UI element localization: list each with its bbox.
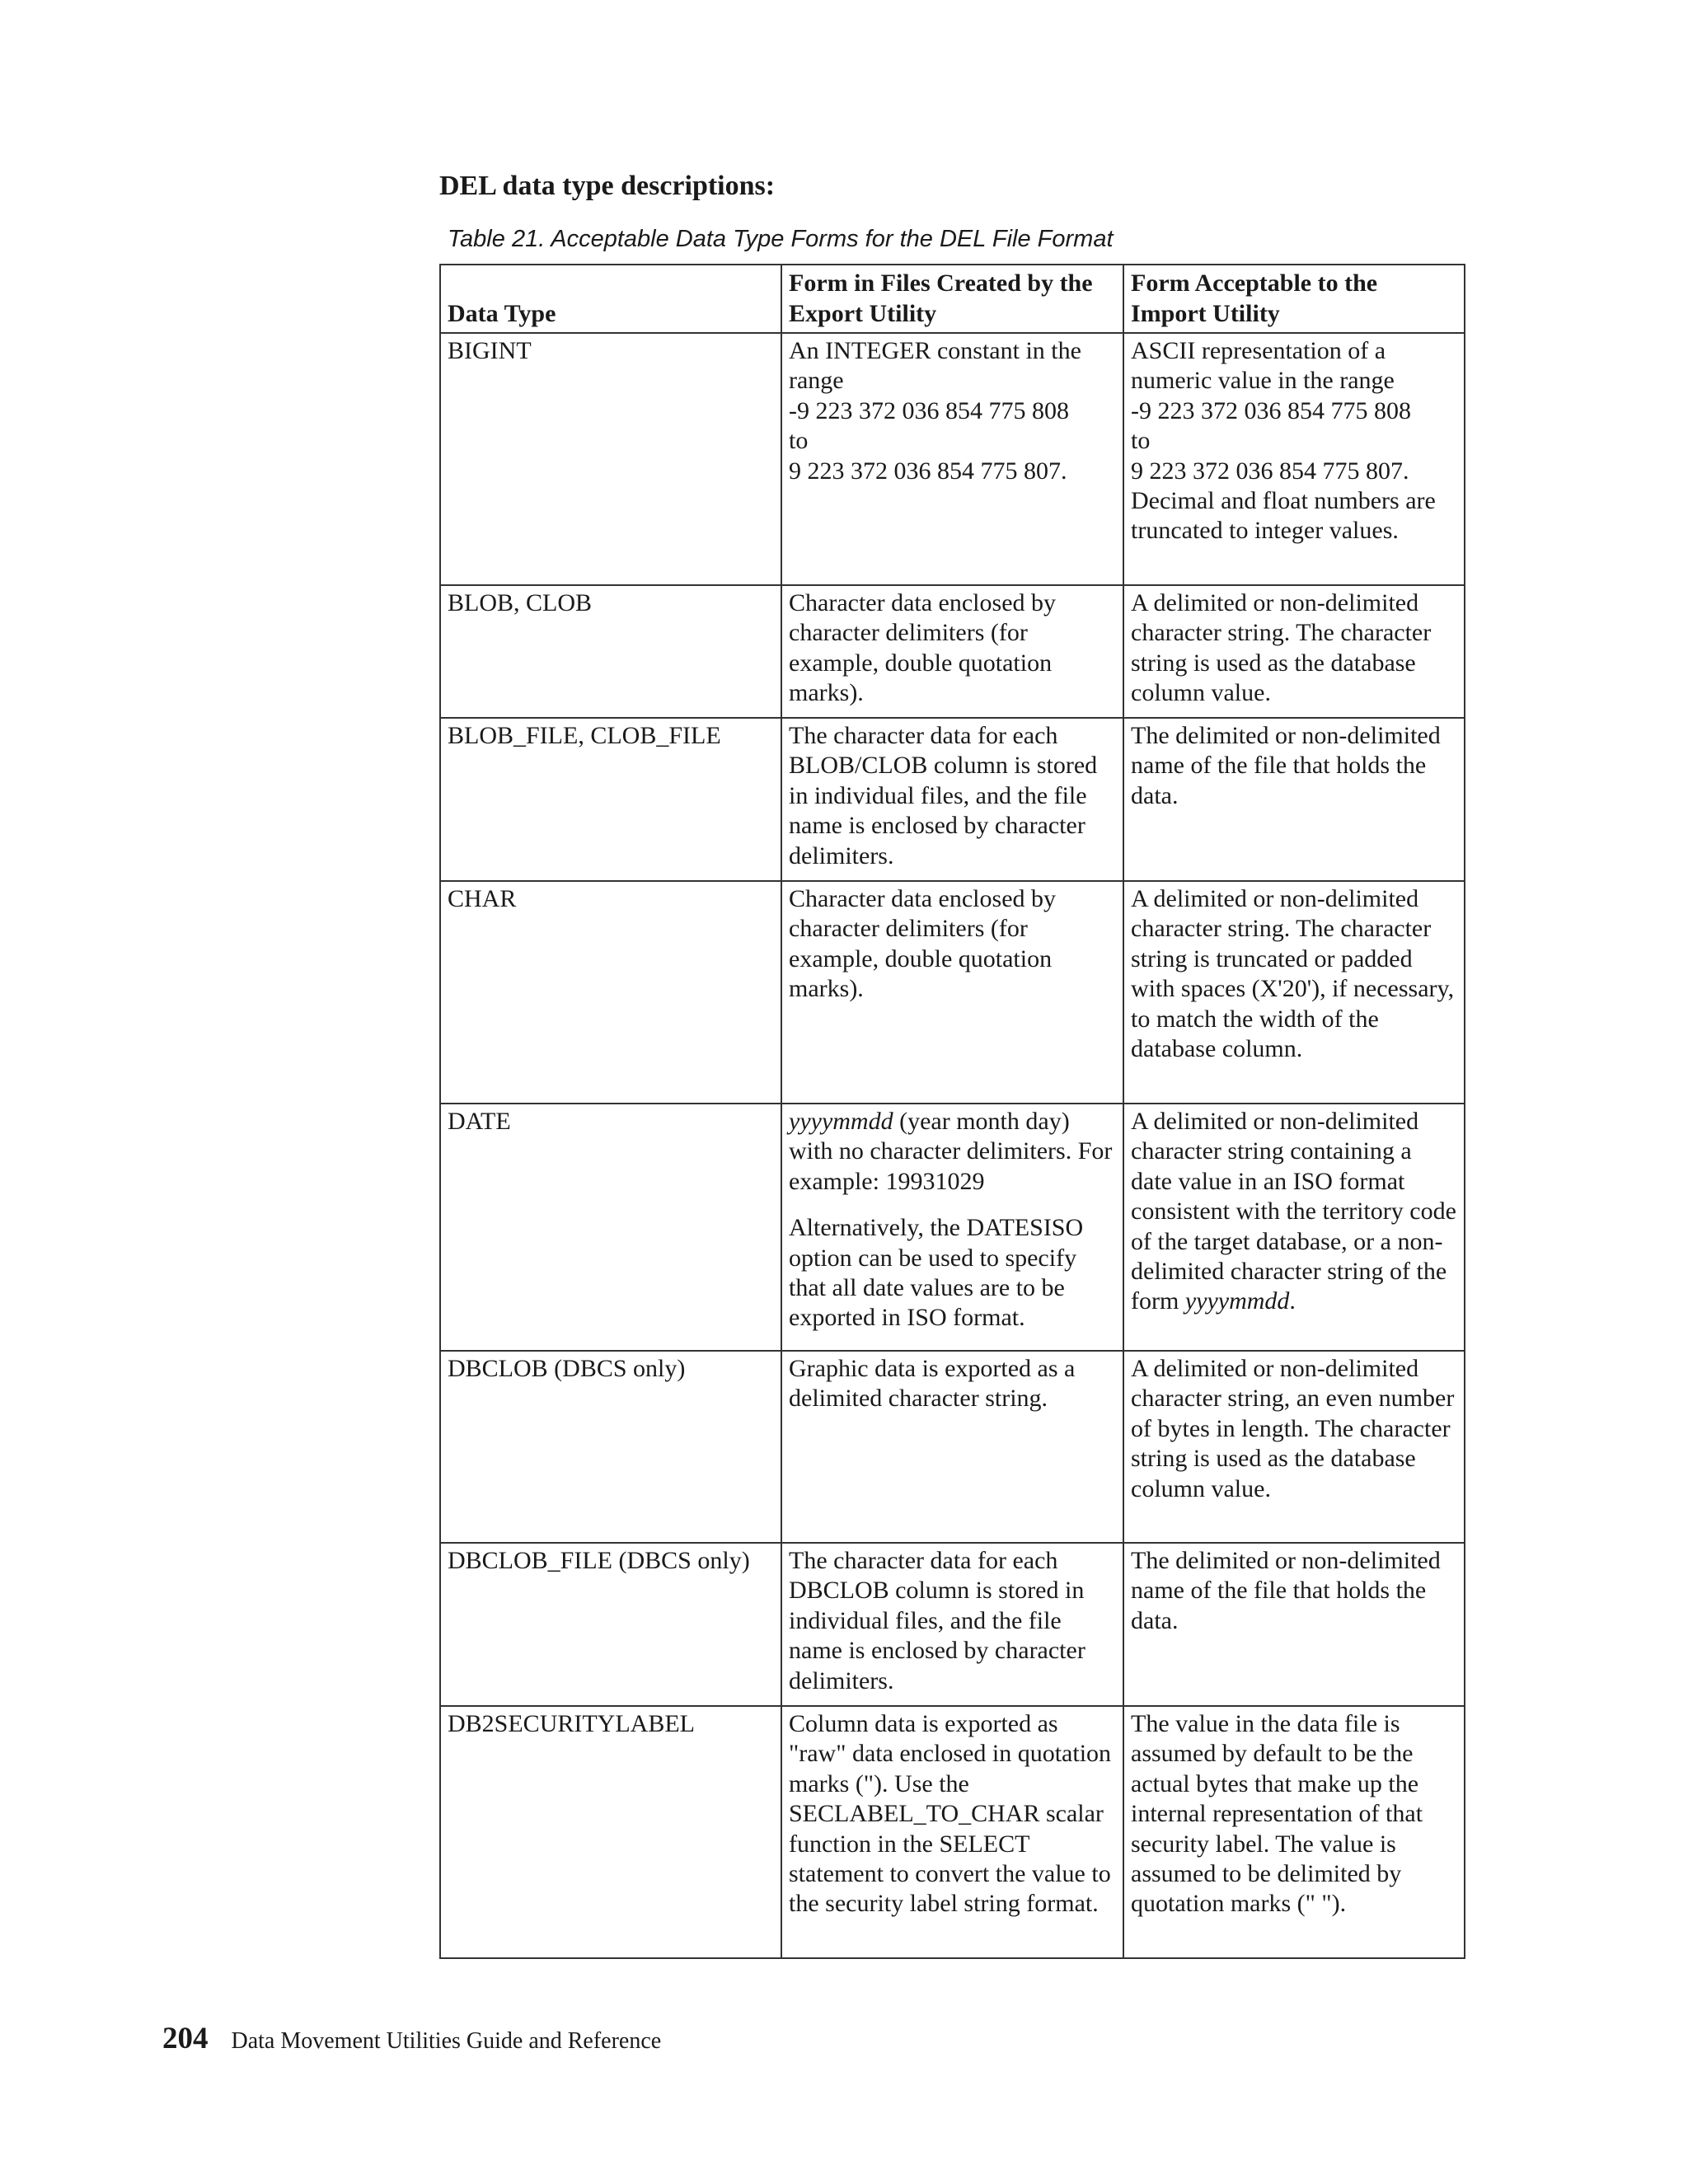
- cell-data-type: BIGINT: [440, 333, 781, 585]
- table-caption: Table 21. Acceptable Data Type Forms for the DEL File Format: [448, 226, 1114, 252]
- cell-export-form: Character data enclosed by character delimiters (for example, double quotation marks).: [781, 881, 1123, 1104]
- date-format-emphasis: yyyymmdd: [1184, 1287, 1290, 1315]
- cell-data-type: CHAR: [440, 881, 781, 1104]
- table-header-row: [440, 265, 1465, 333]
- cell-export-form: An INTEGER constant in the range -9 223 372 036 854 775 808 to 9 223 372 036 854 775 807.: [781, 333, 1123, 585]
- book-title: Data Movement Utilities Guide and Reference: [231, 2028, 662, 2054]
- cell-export-form: yyyymmdd (year month day) with no character delimiters. For example: 19931029 Alternatively, the DATESISO option can be used to specify that all date values are to be exported in ISO format.: [781, 1104, 1123, 1351]
- cell-data-type: BLOB_FILE, CLOB_FILE: [440, 718, 781, 881]
- datesiso-note: Alternatively, the DATESISO option can be used to specify that all date values are to be exported in ISO format.: [789, 1214, 1084, 1332]
- table-row: [440, 585, 1465, 718]
- cell-import-form: ASCII representation of a numeric value in the range -9 223 372 036 854 775 808 to 9 223 372 036 854 775 807. Decimal and float numbers are truncated to integer values.: [1123, 333, 1465, 585]
- data-type-table: [439, 264, 1465, 1959]
- cell-data-type: DBCLOB_FILE (DBCS only): [440, 1543, 781, 1706]
- table-row: [440, 1351, 1465, 1543]
- table-row: [440, 881, 1465, 1104]
- table-row: [440, 718, 1465, 881]
- cell-export-form: Column data is exported as "raw" data enclosed in quotation marks ("). Use the SECLABEL_TO_CHAR scalar function in the SELECT statement to convert the value to the security label string format.: [781, 1706, 1123, 1958]
- cell-data-type: DB2SECURITYLABEL: [440, 1706, 781, 1958]
- cell-import-form: The delimited or non-delimited name of the file that holds the data.: [1123, 1543, 1465, 1706]
- cell-import-form: A delimited or non-delimited character string, an even number of bytes in length. The character string is used as the database column value.: [1123, 1351, 1465, 1543]
- cell-import-form: The value in the data file is assumed by default to be the actual bytes that make up the internal representation of that security label. The value is assumed to be delimited by quotation marks (" ").: [1123, 1706, 1465, 1958]
- cell-data-type: DATE: [440, 1104, 781, 1351]
- cell-export-form: Graphic data is exported as a delimited character string.: [781, 1351, 1123, 1543]
- cell-export-form: The character data for each BLOB/CLOB column is stored in individual files, and the file name is enclosed by character delimiters.: [781, 718, 1123, 881]
- cell-export-form: Character data enclosed by character delimiters (for example, double quotation marks).: [781, 585, 1123, 718]
- cell-import-form: A delimited or non-delimited character string containing a date value in an ISO format consistent with the territory code of the target database, or a non-delimited character string of the form yyyymmdd.: [1123, 1104, 1465, 1351]
- cell-import-form: The delimited or non-delimited name of the file that holds the data.: [1123, 718, 1465, 881]
- date-format-emphasis: yyyymmdd: [789, 1108, 893, 1135]
- cell-export-form: The character data for each DBCLOB column is stored in individual files, and the file name is enclosed by character delimiters.: [781, 1543, 1123, 1706]
- page-number: 204: [162, 2022, 209, 2055]
- cell-import-form: A delimited or non-delimited character string. The character string is truncated or padded with spaces (X'20'), if necessary, to match the width of the database column.: [1123, 881, 1465, 1104]
- header-export-form: Form in Files Created by the Export Utility: [781, 265, 1123, 333]
- cell-import-form: A delimited or non-delimited character string. The character string is used as the database column value.: [1123, 585, 1465, 718]
- table-row: [440, 1104, 1465, 1351]
- page-footer: [162, 2022, 661, 2058]
- header-import-form: Form Acceptable to the Import Utility: [1123, 265, 1465, 333]
- table-row: [440, 1543, 1465, 1706]
- cell-data-type: DBCLOB (DBCS only): [440, 1351, 781, 1543]
- header-data-type: Data Type: [440, 265, 781, 333]
- section-heading: DEL data type descriptions:: [439, 171, 776, 201]
- cell-data-type: BLOB, CLOB: [440, 585, 781, 718]
- table-row: [440, 333, 1465, 585]
- table-row: [440, 1706, 1465, 1958]
